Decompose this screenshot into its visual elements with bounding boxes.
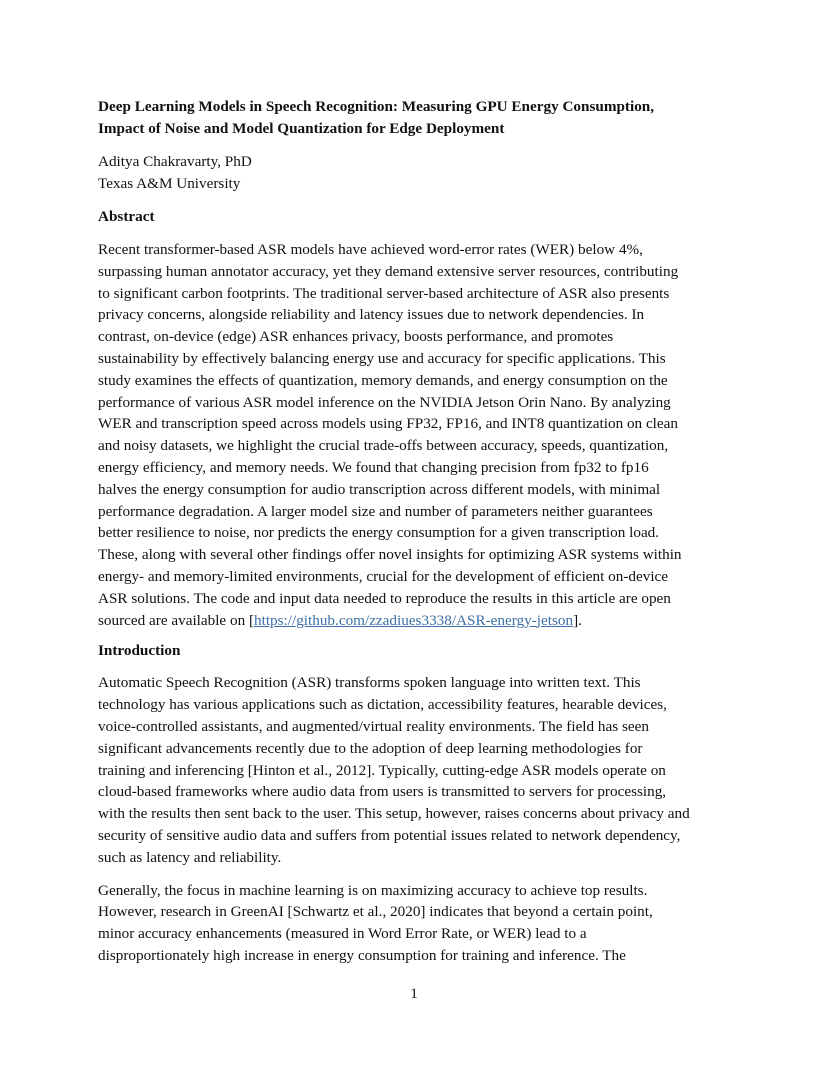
text-line: ASR solutions. The code and input data needed to reproduce the results in this article are open xyxy=(98,589,671,607)
text-line: Automatic Speech Recognition (ASR) transforms spoken language into written text. This xyxy=(98,674,641,692)
abstract-heading: Abstract xyxy=(98,208,155,225)
abstract-last-suffix: ]. xyxy=(573,611,582,629)
text-line: technology has various applications such as dictation, accessibility features, hearable devices, xyxy=(98,696,667,714)
text-line: cloud-based frameworks where audio data from users is transmitted to servers for processing, xyxy=(98,783,667,801)
text-line: energy- and memory-limited environments, crucial for the development of efficient on-device xyxy=(98,567,669,585)
introduction-paragraph-2 xyxy=(98,880,738,967)
text-line: energy efficiency, and memory needs. We found that changing precision from fp32 to fp16 xyxy=(98,458,649,476)
author-block xyxy=(98,151,738,195)
text-line: and noisy datasets, we highlight the crucial trade-offs between accuracy, speeds, quantization, xyxy=(98,437,669,455)
text-line: training and inferencing [Hinton et al., 2012]. Typically, cutting-edge ASR models operate on xyxy=(98,761,666,779)
author-name: Aditya Chakravarty, PhD xyxy=(98,153,252,170)
text-line: halves the energy consumption for audio transcription across different models, with minimal xyxy=(98,480,661,498)
text-line: WER and transcription speed across models using FP32, FP16, and INT8 quantization on clean xyxy=(98,415,678,433)
text-line: Generally, the focus in machine learning is on maximizing accuracy to achieve top results. xyxy=(98,881,648,899)
text-line: better resilience to noise, nor predicts the energy consumption for a given transcription load. xyxy=(98,524,660,542)
text-line: contrast, on-device (edge) ASR enhances privacy, boosts performance, and promotes xyxy=(98,328,614,346)
text-line: These, along with several other findings offer novel insights for optimizing ASR systems within xyxy=(98,546,682,564)
text-line: such as latency and reliability. xyxy=(98,848,282,866)
introduction-paragraph-1 xyxy=(98,672,738,868)
github-link[interactable]: https://github.com/zzadiues3338/ASR-energy-jetson xyxy=(254,611,574,629)
text-line: surpassing human annotator accuracy, yet they demand extensive server resources, contributing xyxy=(98,262,679,280)
author-affiliation: Texas A&M University xyxy=(98,175,241,192)
text-line: significant advancements recently due to the adoption of deep learning methodologies for xyxy=(98,739,643,757)
text-line: sustainability by effectively balancing energy use and accuracy for specific applications. This xyxy=(98,349,666,367)
paper-page xyxy=(98,96,738,967)
page-number: 1 xyxy=(410,985,418,1002)
introduction-heading: Introduction xyxy=(98,642,181,660)
title-line: Deep Learning Models in Speech Recognition: Measuring GPU Energy Consumption, xyxy=(98,98,655,115)
text-line: performance of various ASR model inference on the NVIDIA Jetson Orin Nano. By analyzing xyxy=(98,393,671,411)
text-line: privacy concerns, alongside reliability and latency issues due to network dependencies. In xyxy=(98,306,645,324)
text-line: performance degradation. A larger model size and number of parameters neither guarantees xyxy=(98,502,653,520)
title-line: Impact of Noise and Model Quantization for Edge Deployment xyxy=(98,120,505,137)
text-line: However, research in GreenAI [Schwartz et al., 2020] indicates that beyond a certain point, xyxy=(98,903,653,921)
text-line: voice-controlled assistants, and augmented/virtual reality environments. The field has seen xyxy=(98,717,649,735)
text-line: disproportionately high increase in energy consumption for training and inference. The xyxy=(98,946,626,964)
text-line: to significant carbon footprints. The traditional server-based architecture of ASR also presents xyxy=(98,284,670,302)
abstract-paragraph xyxy=(98,239,738,631)
text-line: security of sensitive audio data and suffers from potential issues related to network dependency, xyxy=(98,826,681,844)
text-line: minor accuracy enhancements (measured in Word Error Rate, or WER) lead to a xyxy=(98,925,587,943)
text-line: study examines the effects of quantization, memory demands, and energy consumption on the xyxy=(98,371,668,389)
text-line: with the results then sent back to the user. This setup, however, raises concerns about privacy and xyxy=(98,805,690,823)
abstract-last-line xyxy=(98,610,738,632)
text-line: Recent transformer-based ASR models have achieved word-error rates (WER) below 4%, xyxy=(98,241,643,258)
paper-title xyxy=(98,96,738,140)
abstract-last-prefix: sourced are available on [ xyxy=(98,611,255,629)
